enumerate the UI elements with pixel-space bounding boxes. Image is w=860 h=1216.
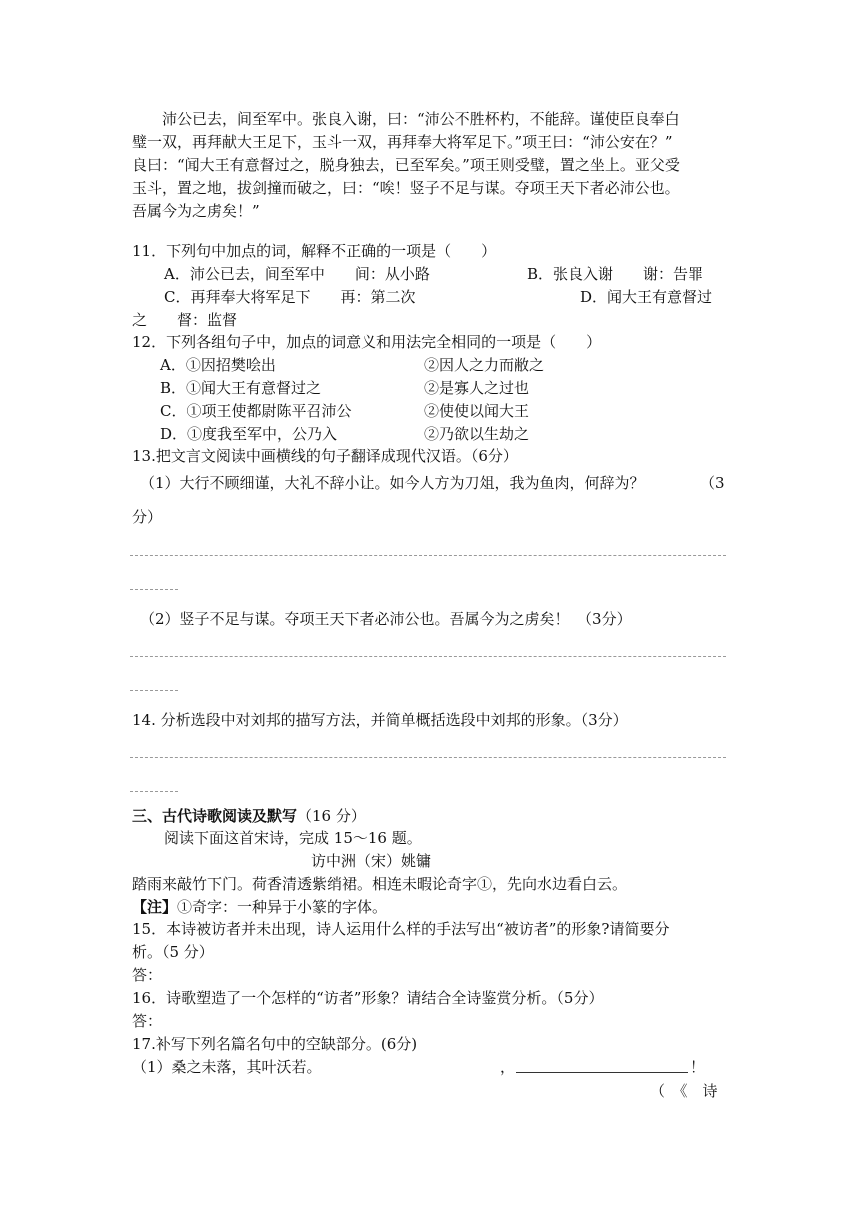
q11-option-b: B．张良入谢 谢：告罪 [527,265,704,283]
poem-title: 访中洲（宋）姚镛 [311,852,432,870]
q15-answer-label: 答： [132,966,163,984]
q13-item-2: （2）竖子不足与谋。夺项王天下者必沛公也。吾属今为之虏矣！ （3分） [140,610,632,628]
fill-in-blank[interactable] [516,1058,688,1073]
q13-item-1: （1）大行不顾细谨，大礼不辞小让。如今人方为刀俎，我为鱼肉，何辞为？ [140,474,645,492]
passage-line-5: 吾属今为之虏矣！” [132,202,260,220]
q11-option-a: A．沛公已去，间至军中 间：从小路 [164,265,430,283]
q12-d2: ②乃欲以生劫之 [424,425,530,443]
answer-line-cont[interactable] [130,791,178,792]
q17-source: （ 《 诗 [650,1082,718,1100]
section-3-heading [132,805,366,827]
q13-item-1-score-cont: 分） [132,508,163,526]
passage-line-1: 沛公已去，间至军中。张良入谢，曰：“沛公不胜杯杓，不能辞。谨使臣良奉白 [162,110,680,128]
section-3-intro: 阅读下面这首宋诗，完成 15～16 题。 [164,829,422,847]
poem-note [132,896,387,918]
q17-stem: 17.补写下列名篇名句中的空缺部分。(6分) [132,1035,418,1053]
q12-c2: ②使使以闻大王 [424,402,530,420]
q12-d1: D．①度我至军中，公乃入 [160,425,338,443]
q17-comma: ， [500,1058,516,1076]
q17-end-mark: ！ [690,1058,706,1076]
q11-stem: 11．下列句中加点的词，解释不正确的一项是（ ） [132,242,497,260]
answer-line[interactable] [130,757,726,758]
q12-b1: B．①闻大王有意督过之 [160,379,322,397]
q16-stem: 16．诗歌塑造了一个怎样的“访者”形象？请结合全诗鉴赏分析。（5分） [132,989,604,1007]
q11-option-c: C．再拜奉大将军足下 再：第二次 [164,288,416,306]
note-text: ①奇字：一种异于小篆的字体。 [177,898,388,916]
answer-line-cont[interactable] [130,690,178,691]
q17-item-1: （1）桑之未落，其叶沃若。 [132,1058,322,1076]
passage-line-4: 玉斗，置之地，拔剑撞而破之，曰：“唉！竖子不足与谋。夺项王天下者必沛公也。 [132,179,680,197]
q12-c1: C．①项王使都尉陈平召沛公 [160,402,352,420]
q12-stem: 12．下列各组句子中，加点的词意义和用法完全相同的一项是（ ） [132,333,602,351]
q13-stem: 13.把文言文阅读中画横线的句子翻译成现代汉语。（6分） [132,447,518,465]
section-3-score: （16 分） [297,807,366,825]
q12-a2: ②因人之力而敝之 [424,356,545,374]
q15-stem: 15．本诗被访者并未出现，诗人运用什么样的手法写出“被访者”的形象?请简要分 [132,920,670,938]
section-3-title: 三、古代诗歌阅读及默写 [132,807,298,825]
q12-b2: ②是寡人之过也 [424,379,530,397]
answer-line-cont[interactable] [130,589,178,590]
q13-item-1-score: （3 [700,474,725,492]
q12-a1: A．①因招樊哙出 [160,356,276,374]
poem-text: 踏雨来敲竹下门。荷香清透紫绡裙。相连未暇论奇字①，先向水边看白云。 [132,875,628,893]
note-label: 【注】 [132,898,178,916]
q16-answer-label: 答： [132,1012,163,1030]
passage-line-2: 璧一双，再拜献大王足下，玉斗一双，再拜奉大将军足下。”项王曰：“沛公安在？” [132,133,673,151]
q15-stem-cont: 析。（5 分） [132,943,214,961]
q14-stem: 14. 分析选段中对刘邦的描写方法，并简单概括选段中刘邦的形象。（3分） [132,711,628,729]
answer-line[interactable] [130,656,726,657]
passage-line-3: 良曰：“闻大王有意督过之，脱身独去，已至军矣。”项王则受璧，置之坐上。亚父受 [132,156,680,174]
q11-option-d: D．闻大王有意督过 [580,288,713,306]
answer-line[interactable] [130,555,726,556]
q11-option-d-cont: 之 督：监督 [132,311,238,329]
